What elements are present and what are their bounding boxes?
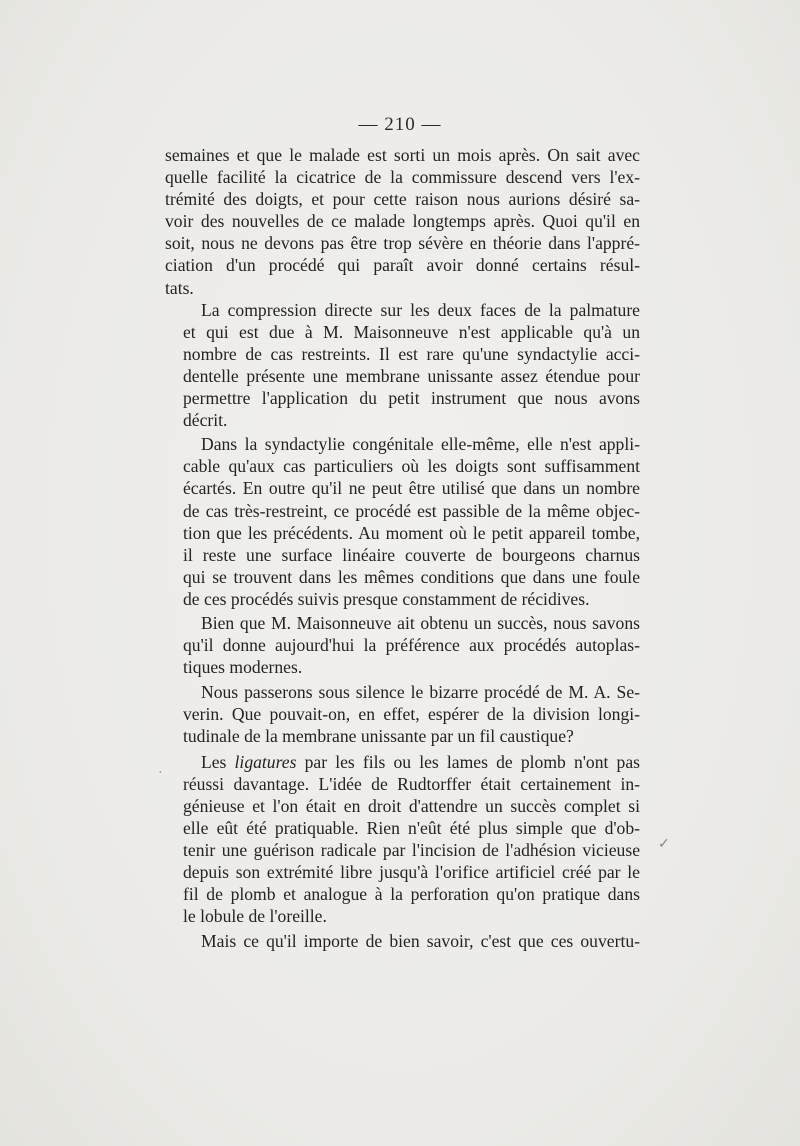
text-line: elle eût été pratiquable. Rien n'eût été plus simple que d'ob- bbox=[183, 817, 640, 838]
paragraph bbox=[165, 144, 640, 299]
text-line: fil de plomb et analogue à la perforation qu'on pratique dans bbox=[183, 884, 640, 905]
text-line: tion que les précédents. Au moment où le petit appareil tombe, bbox=[183, 522, 640, 543]
text-run: Les bbox=[201, 751, 235, 772]
text-line: le lobule de l'oreille. bbox=[183, 906, 327, 927]
text-run: par les fils ou les lames de plomb n'ont pas bbox=[296, 751, 640, 772]
text-line: réussi davantage. L'idée de Rudtorffer était certainement in- bbox=[183, 773, 640, 794]
text-line: soit, nous ne devons pas être trop sévère en théorie dans l'appré- bbox=[165, 233, 640, 254]
text-line: Dans la syndactylie congénitale elle-même, elle n'est appli- bbox=[201, 434, 640, 455]
text-line bbox=[165, 751, 640, 773]
text-line: nombre de cas restreints. Il est rare qu'une syndactylie acci- bbox=[183, 343, 640, 364]
text-line: il reste une surface linéaire couverte de bourgeons charnus bbox=[183, 544, 640, 565]
text-line: La compression directe sur les deux faces de la palmature bbox=[201, 299, 640, 320]
margin-dot-mark: · bbox=[158, 766, 163, 781]
text-line: depuis son extrémité libre jusqu'à l'orifice artificiel créé par le bbox=[183, 862, 640, 882]
text-line: cable qu'aux cas particuliers où les doigts sont suffisamment bbox=[183, 456, 640, 477]
margin-check-mark: ✓ bbox=[658, 837, 670, 852]
text-line: Nous passerons sous silence le bizarre procédé de M. A. Se- bbox=[201, 682, 640, 703]
text-line: génieuse et l'on était en droit d'attendre un succès complet si bbox=[183, 795, 640, 816]
text-line: dentelle présente une membrane unissante assez étendue pour bbox=[183, 365, 640, 386]
text-line: Mais ce qu'il importe de bien savoir, c'est que ces ouvertu- bbox=[201, 931, 640, 952]
paragraph bbox=[165, 930, 640, 952]
text-line: Bien que M. Maisonneuve ait obtenu un succès, nous savons bbox=[201, 612, 640, 633]
paragraph bbox=[165, 681, 640, 747]
paragraph bbox=[165, 433, 640, 610]
text-line: et qui est due à M. Maisonneuve n'est applicable qu'à un bbox=[183, 321, 640, 342]
text-line: trémité des doigts, et pour cette raison nous aurions désiré sa- bbox=[165, 189, 640, 210]
paragraph bbox=[165, 751, 640, 928]
text-line: verin. Que pouvait-on, en effet, espérer de la division longi- bbox=[183, 704, 640, 725]
paragraph bbox=[165, 612, 640, 678]
text-line: permettre l'application du petit instrument que nous avons bbox=[183, 388, 640, 409]
italic-term: ligatures bbox=[234, 751, 297, 772]
text-line: qui se trouvent dans les mêmes conditions que dans une foule bbox=[183, 566, 640, 587]
text-line: semaines et que le malade est sorti un mois après. On sait avec bbox=[165, 145, 640, 165]
text-line: voir des nouvelles de ce malade longtemps après. Quoi qu'il en bbox=[165, 211, 640, 232]
text-line: de ces procédés suivis presque constamment de récidives. bbox=[183, 588, 590, 609]
paragraph bbox=[165, 299, 640, 432]
text-line: de cas très-restreint, ce procédé est passible de la même objec- bbox=[183, 500, 640, 521]
text-line: quelle facilité la cicatrice de la commissure descend vers l'ex- bbox=[165, 167, 640, 188]
text-line: tiques modernes. bbox=[183, 657, 303, 678]
text-line: décrit. bbox=[183, 410, 228, 431]
body-text bbox=[165, 144, 640, 952]
text-line: tenir une guérison radicale par l'incision de l'adhésion vicieuse bbox=[183, 839, 640, 860]
text-line: écartés. En outre qu'il ne peut être utilisé que dans un nombre bbox=[183, 478, 640, 499]
page-number: — 210 — bbox=[358, 114, 442, 135]
text-line: tudinale de la membrane unissante par un fil caustique? bbox=[183, 726, 574, 747]
text-line: tats. bbox=[165, 277, 194, 298]
text-line: qu'il donne aujourd'hui la préférence aux procédés autoplas- bbox=[183, 635, 640, 656]
text-line: ciation d'un procédé qui paraît avoir donné certains résul- bbox=[165, 255, 640, 276]
